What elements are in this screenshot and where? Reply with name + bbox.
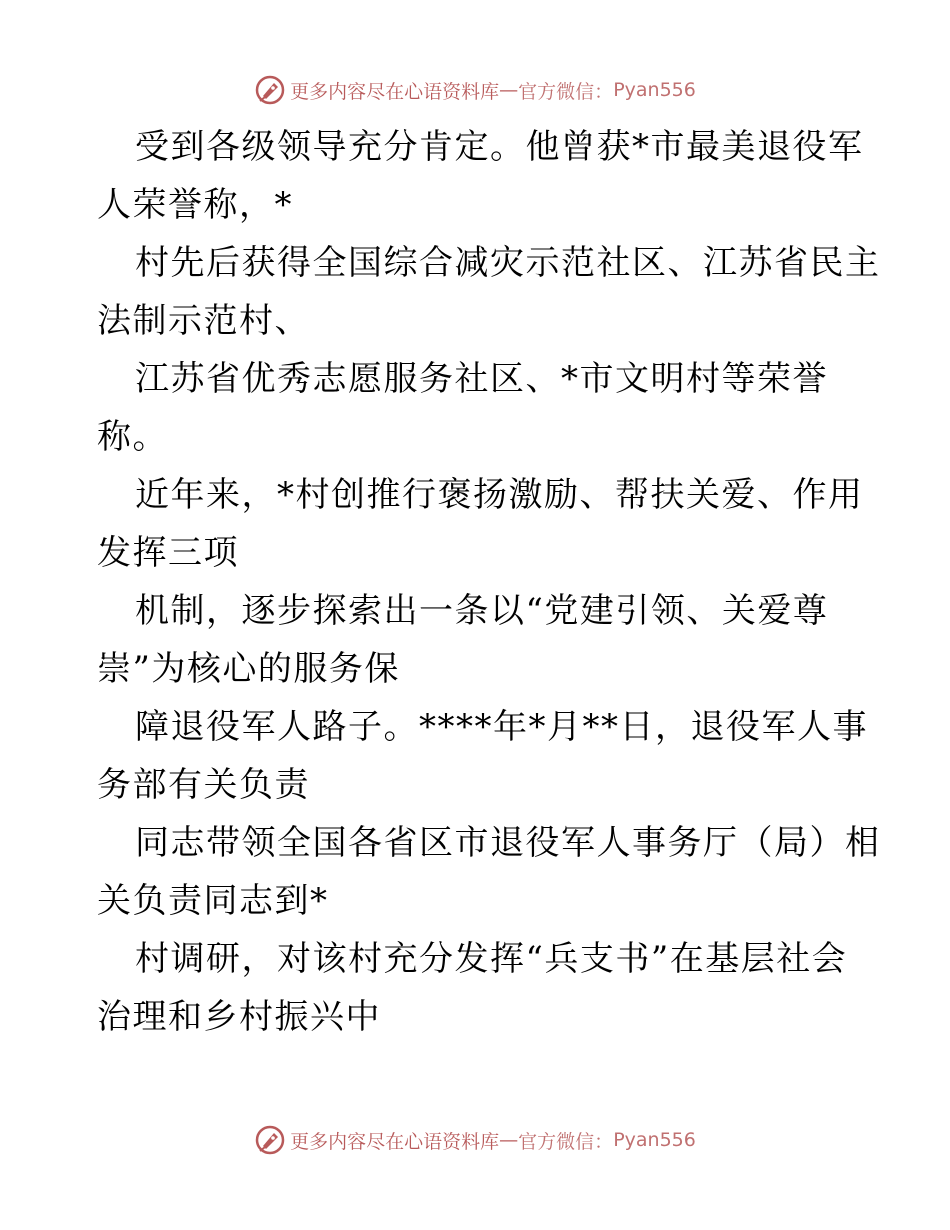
watermark-dash: — <box>499 1129 519 1151</box>
paragraph-line: 近年来，*村创推行褒扬激励、帮扶关爱、作用 <box>135 475 864 515</box>
paragraph-line: 障退役军人路子。****年*月**日，退役军人事 <box>135 707 868 747</box>
footer-watermark <box>0 1122 950 1158</box>
paragraph-line: 治理和乡村振兴中 <box>97 997 381 1037</box>
paragraph-line: 同志带领全国各省区市退役军人事务厅（局）相 <box>135 823 881 863</box>
watermark-text: 更多内容尽在心语资料库 <box>290 1130 500 1153</box>
paragraph-line: 江苏省优秀志愿服务社区、*市文明村等荣誉 <box>135 359 828 399</box>
paragraph-line: 村调研，对该村充分发挥“兵支书”在基层社会 <box>135 939 848 979</box>
paragraph-line: 发挥三项 <box>97 533 239 573</box>
watermark-wechat-id: Pyan556 <box>613 79 696 101</box>
paragraph-line: 崇”为核心的服务保 <box>97 649 400 689</box>
paragraph-line: 法制示范村、 <box>97 301 310 341</box>
watermark-dash: — <box>499 79 519 101</box>
watermark-wechat-id: Pyan556 <box>613 1129 696 1151</box>
paragraph-line: 村先后获得全国综合减灾示范社区、江苏省民主 <box>135 243 881 283</box>
document-body <box>97 118 881 1046</box>
watermark-wechat-label: 官方微信： <box>518 80 614 103</box>
watermark-wechat-label: 官方微信： <box>518 1130 614 1153</box>
paragraph-line: 称。 <box>97 417 168 457</box>
paragraph-line: 关负责同志到* <box>97 881 329 921</box>
watermark-text: 更多内容尽在心语资料库 <box>290 80 500 103</box>
pen-nib-logo-icon <box>254 74 286 106</box>
paragraph-line: 人荣誉称，* <box>97 185 293 225</box>
header-watermark <box>0 72 950 108</box>
paragraph-line: 受到各级领导充分肯定。他曾获*市最美退役军 <box>135 127 864 167</box>
pen-nib-logo-icon <box>254 1124 286 1156</box>
paragraph-line: 务部有关负责 <box>97 765 310 805</box>
paragraph-line: 机制，逐步探索出一条以“党建引领、关爱尊 <box>135 591 829 631</box>
